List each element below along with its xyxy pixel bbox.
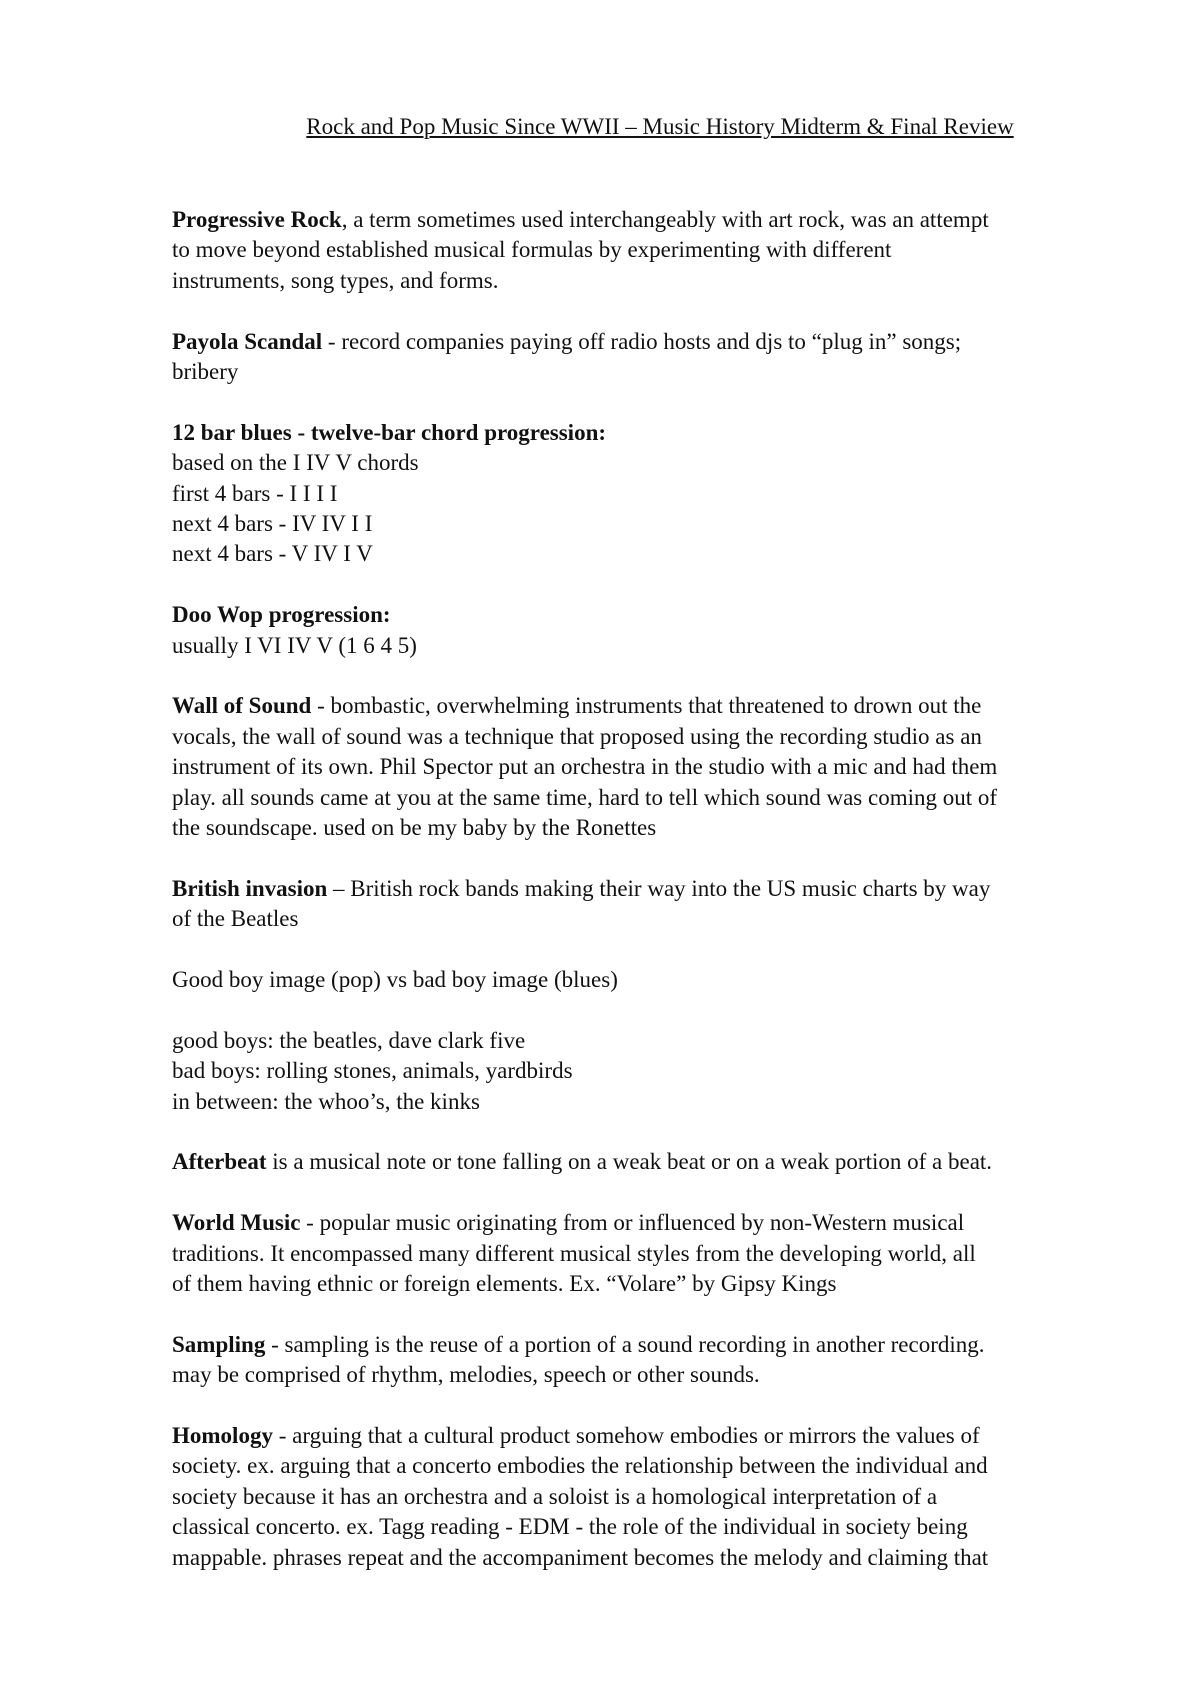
text-line <box>172 813 1132 843</box>
text-line <box>172 1482 1132 1512</box>
body-text: may be comprised of rhythm, melodies, speech or other sounds. <box>172 1362 760 1388</box>
section-sampling <box>172 1330 1132 1391</box>
term-label: British invasion <box>172 875 328 901</box>
text-line <box>172 1451 1132 1481</box>
body-text: mappable. phrases repeat and the accompaniment becomes the melody and claiming that <box>172 1544 989 1570</box>
body-text: - arguing that a cultural product somehow embodies or mirrors the values of <box>272 1423 980 1449</box>
body-text: - popular music originating from or influenced by non-Western musical <box>300 1210 965 1236</box>
text-line <box>172 327 1132 357</box>
text-line <box>172 1147 1132 1177</box>
text-line <box>172 266 1132 296</box>
body-text: of them having ethnic or foreign elements. Ex. “Volare” by Gipsy Kings <box>172 1271 837 1297</box>
body-text: is a musical note or tone falling on a weak beat or on a weak portion of a beat. <box>266 1149 993 1175</box>
body-text: the soundscape. used on be my baby by the Ronettes <box>172 815 657 841</box>
text-line <box>172 235 1132 265</box>
text-line <box>172 1208 1132 1238</box>
body-text: of the Beatles <box>172 906 299 932</box>
document-body <box>172 205 1132 1604</box>
text-line <box>172 539 1132 569</box>
section-world-music <box>172 1208 1132 1299</box>
text-line <box>172 1421 1132 1451</box>
section-british-invasion <box>172 874 1132 935</box>
body-text: bad boys: rolling stones, animals, yardbirds <box>172 1058 573 1084</box>
text-line <box>172 1269 1132 1299</box>
body-text: society because it has an orchestra and a soloist is a homological interpretation of a <box>172 1483 938 1509</box>
section-doo-wop <box>172 600 1132 661</box>
text-line <box>172 1543 1132 1573</box>
body-text: - record companies paying off radio hosts and djs to “plug in” songs; <box>322 328 962 354</box>
body-text: based on the I IV V chords <box>172 450 419 476</box>
section-good-bad-image <box>172 965 1132 995</box>
body-text: good boys: the beatles, dave clark five <box>172 1027 526 1053</box>
text-line <box>172 1087 1132 1117</box>
term-label: 12 bar blues - twelve-bar chord progression: <box>172 419 607 445</box>
term-label: Payola Scandal <box>172 328 323 354</box>
body-text: vocals, the wall of sound was a technique that proposed using the recording studio as an <box>172 723 982 749</box>
text-line <box>172 722 1132 752</box>
section-wall-of-sound <box>172 691 1132 843</box>
body-text: traditions. It encompassed many different musical styles from the developing world, all <box>172 1240 976 1266</box>
text-line <box>172 752 1132 782</box>
body-text: next 4 bars - V IV I V <box>172 541 373 567</box>
body-text: instrument of its own. Phil Spector put an orchestra in the studio with a mic and had them <box>172 754 998 780</box>
text-line <box>172 631 1132 661</box>
body-text: - bombastic, overwhelming instruments that threatened to drown out the <box>311 693 982 719</box>
body-text: to move beyond established musical formulas by experimenting with different <box>172 237 892 263</box>
body-text: usually I VI IV V (1 6 4 5) <box>172 632 417 658</box>
text-line <box>172 1360 1132 1390</box>
body-text: bribery <box>172 359 239 385</box>
text-line <box>172 418 1132 448</box>
text-line <box>172 509 1132 539</box>
text-line <box>172 479 1132 509</box>
text-line <box>172 1056 1132 1086</box>
body-text: society. ex. arguing that a concerto embodies the relationship between the individual and <box>172 1453 988 1479</box>
body-text: - sampling is the reuse of a portion of a sound recording in another recording. <box>265 1331 985 1357</box>
text-line <box>172 357 1132 387</box>
term-label: Wall of Sound <box>172 693 312 719</box>
text-line <box>172 1239 1132 1269</box>
text-line <box>172 1330 1132 1360</box>
text-line <box>172 783 1132 813</box>
text-line <box>172 904 1132 934</box>
document-title: Rock and Pop Music Since WWII – Music History Midterm & Final Review <box>306 114 1014 139</box>
term-label: World Music <box>172 1210 301 1236</box>
section-afterbeat <box>172 1147 1132 1177</box>
section-payola-scandal <box>172 327 1132 388</box>
body-text: Good boy image (pop) vs bad boy image (blues) <box>172 967 618 993</box>
text-line <box>172 874 1132 904</box>
text-line <box>172 448 1132 478</box>
body-text: next 4 bars - IV IV I I <box>172 511 373 537</box>
body-text: classical concerto. ex. Tagg reading - EDM - the role of the individual in society being <box>172 1514 968 1540</box>
body-text: , a term sometimes used interchangeably with art rock, was an attempt <box>341 207 989 232</box>
text-line <box>172 965 1132 995</box>
section-boy-groups <box>172 1026 1132 1117</box>
section-progressive-rock <box>172 205 1132 296</box>
body-text: in between: the whoo’s, the kinks <box>172 1088 480 1114</box>
term-label: Progressive Rock <box>172 207 342 232</box>
term-label: Afterbeat <box>172 1149 267 1175</box>
body-text: first 4 bars - I I I I <box>172 480 338 506</box>
text-line <box>172 1512 1132 1542</box>
text-line <box>172 600 1132 630</box>
term-label: Doo Wop progression: <box>172 602 391 628</box>
term-label: Homology <box>172 1423 273 1449</box>
body-text: play. all sounds came at you at the same time, hard to tell which sound was coming out of <box>172 784 998 810</box>
body-text: instruments, song types, and forms. <box>172 267 499 293</box>
text-line <box>172 691 1132 721</box>
text-line <box>172 205 1132 235</box>
section-twelve-bar-blues <box>172 418 1132 570</box>
section-homology <box>172 1421 1132 1573</box>
term-label: Sampling <box>172 1331 266 1357</box>
text-line <box>172 1026 1132 1056</box>
body-text: – British rock bands making their way into the US music charts by way <box>327 875 991 901</box>
